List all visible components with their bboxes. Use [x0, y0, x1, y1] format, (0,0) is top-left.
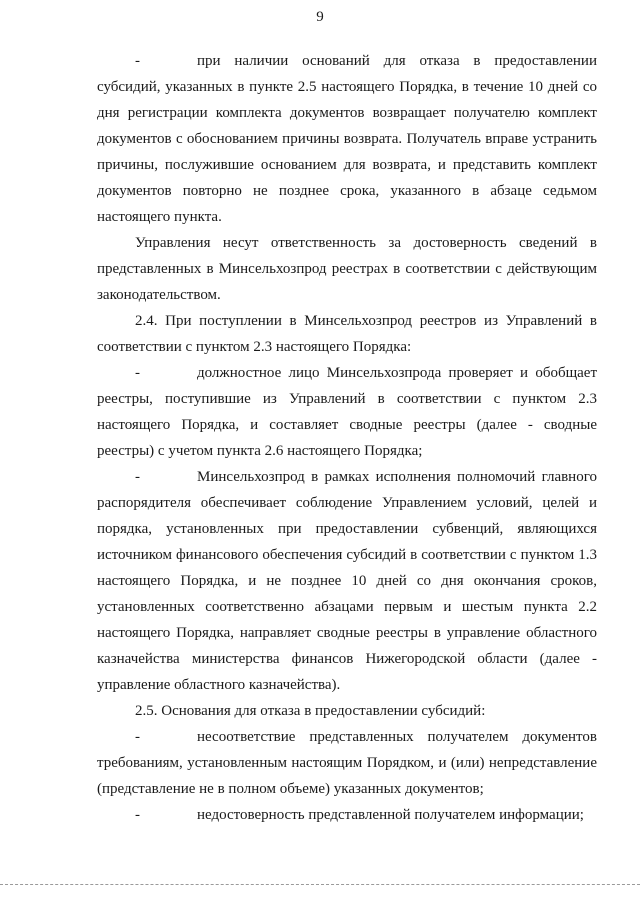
- paragraph-bullet-unreliable-info: [97, 802, 597, 828]
- scan-edge-line: [0, 884, 640, 885]
- bullet-dash: -: [135, 469, 140, 485]
- paragraph-text: должностное лицо Минсельхозпрода проверяет и обобщает реестры, поступившие из Управлений в соответствии с пунктом 2.3 настоящего Порядка, и составляет сводные реестры (далее - сводные реестры) с учетом пункта 2.6 настоящего Порядка;: [97, 365, 597, 459]
- paragraph-text: несоответствие представленных получателем документов требованиям, установленным настоящим Порядком, и (или) непредставление (представление не в полном объеме) указанных документов;: [97, 729, 597, 797]
- paragraph-bullet-ministry-duties: [97, 464, 597, 698]
- bullet-dash: -: [135, 365, 140, 381]
- paragraph-text: недостоверность представленной получателем информации;: [197, 807, 584, 823]
- document-body: [97, 48, 597, 828]
- bullet-dash: -: [135, 53, 140, 69]
- paragraph-responsibility: [97, 230, 597, 308]
- bullet-dash: -: [135, 729, 140, 745]
- bullet-dash: -: [135, 807, 140, 823]
- paragraph-bullet-return-documents: [97, 48, 597, 230]
- paragraph-2-4: [97, 308, 597, 360]
- paragraph-text: при наличии оснований для отказа в предоставлении субсидий, указанных в пункте 2.5 настоящего Порядка, в течение 10 дней со дня регистрации комплекта документов возвращает получателю комплект документов с обоснованием причины возврата. Получатель вправе устранить причины, послужившие основанием для возврата, и представить комплект документов повторно не позднее срока, указанного в абзаце седьмом настоящего пункта.: [97, 53, 597, 225]
- paragraph-text: Минсельхозпрод в рамках исполнения полномочий главного распорядителя обеспечивает соблюдение Управлением условий, целей и порядка, установленных при предоставлении субвенций, являющихся источником финансового обеспечения субсидий в соответствии с пунктом 1.3 настоящего Порядка, и не позднее 10 дней со дня окончания сроков, установленных соответственно абзацами первым и шестым пункта 2.2 настоящего Порядка, направляет сводные реестры в управление областного казначейства министерства финансов Нижегородской области (далее - управление областного казначейства).: [97, 469, 597, 693]
- paragraph-bullet-official-checks: [97, 360, 597, 464]
- paragraph-2-5: [97, 698, 597, 724]
- page-number: 9: [316, 9, 324, 25]
- paragraph-text: Управления несут ответственность за достоверность сведений в представленных в Минсельхозпрод реестрах в соответствии с действующим законодательством.: [97, 235, 597, 303]
- paragraph-text: 2.5. Основания для отказа в предоставлении субсидий:: [135, 703, 486, 719]
- paragraph-text: 2.4. При поступлении в Минсельхозпрод реестров из Управлений в соответствии с пунктом 2.3 настоящего Порядка:: [97, 313, 597, 355]
- paragraph-bullet-noncompliance: [97, 724, 597, 802]
